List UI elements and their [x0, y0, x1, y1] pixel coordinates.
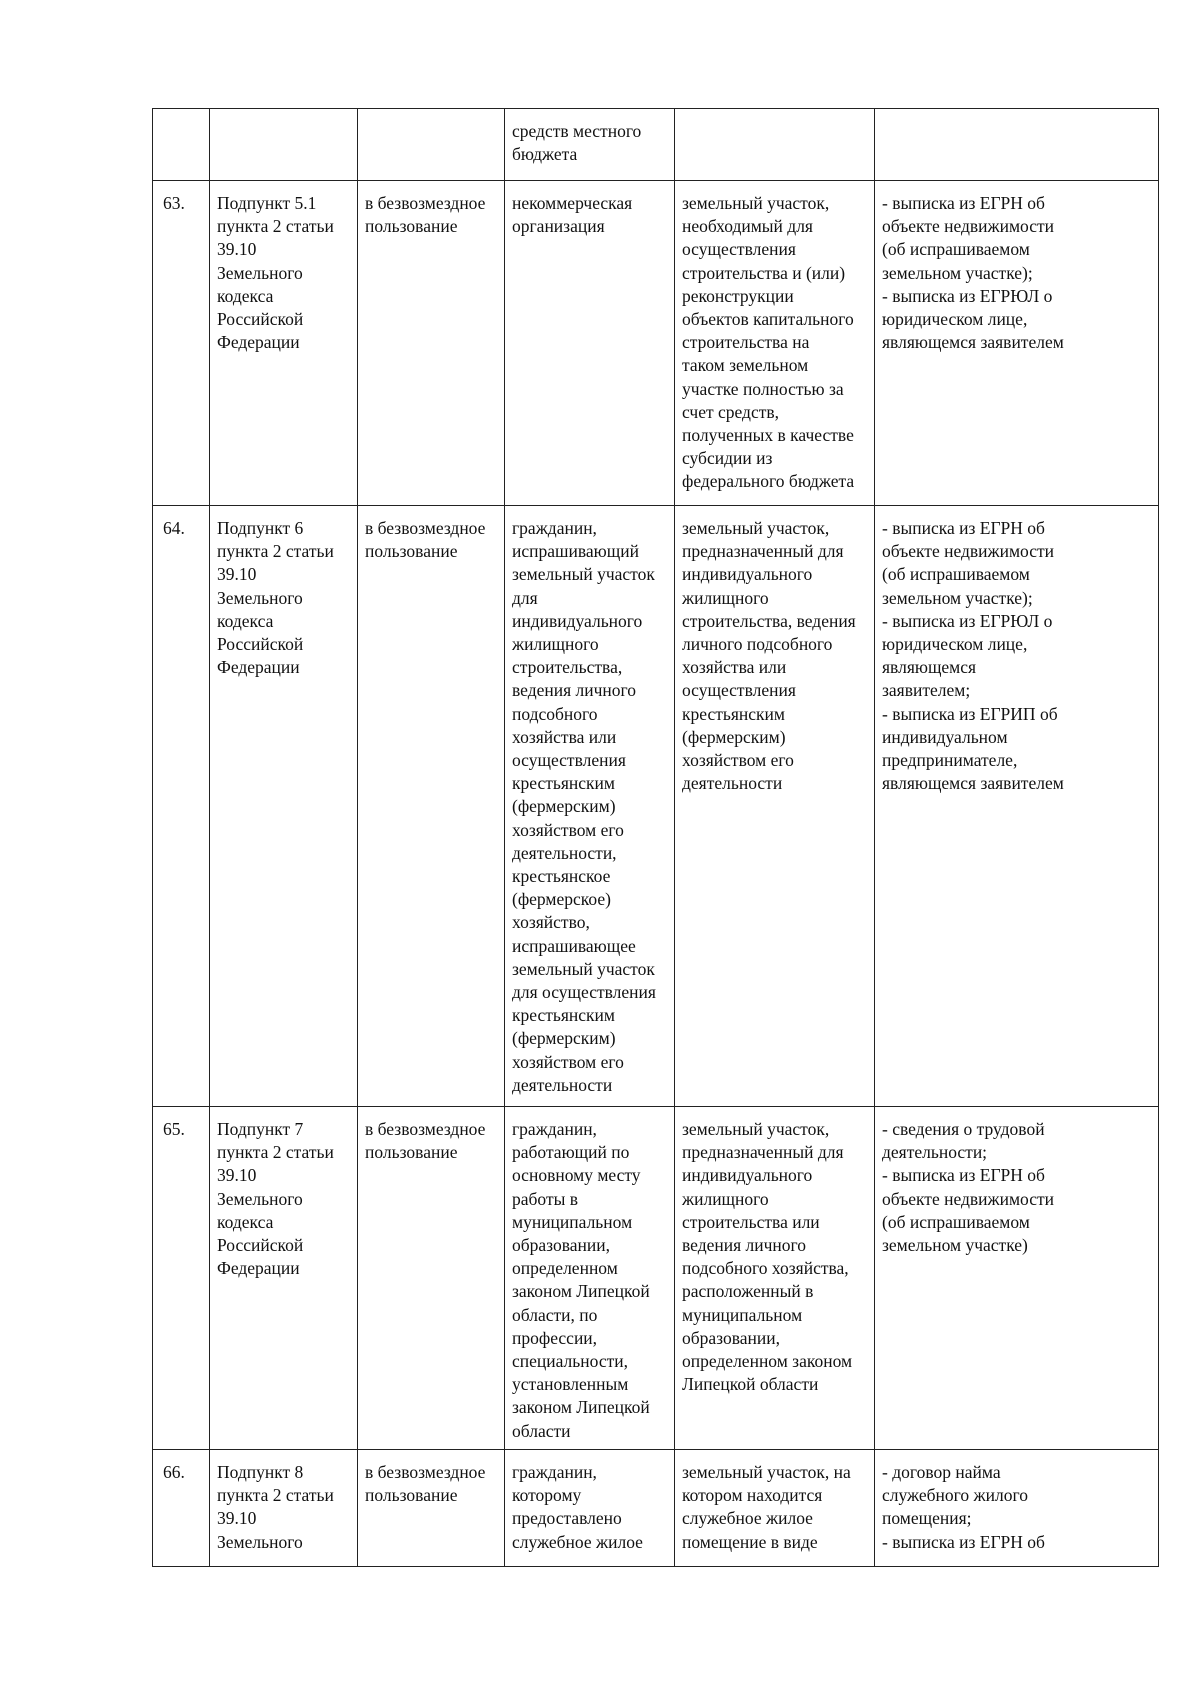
documents-cell: - выписка из ЕГРН об объекте недвижимости (об испрашиваемом земельном участке); - выписка из ЕГРЮЛ о юридическом лице, являющемся заявителем: [875, 181, 1159, 506]
row-number: 65.: [153, 1107, 210, 1450]
table-row: [153, 1450, 1159, 1567]
documents-cell: - выписка из ЕГРН об объекте недвижимости (об испрашиваемом земельном участке); - выписка из ЕГРЮЛ о юридическом лице, являющемся заявителем; - выписка из ЕГРИП об индивидуальном предпринимателе, являющемся заявителем: [875, 506, 1159, 1107]
land-plot-cell: земельный участок, на котором находится служебное жилое помещение в виде: [675, 1450, 875, 1567]
legal-basis-cell: Подпункт 6 пункта 2 статьи 39.10 Земельного кодекса Российской Федерации: [210, 506, 358, 1107]
right-type-cell: [358, 109, 505, 181]
row-number: 64.: [153, 506, 210, 1107]
table-row: [153, 181, 1159, 506]
legal-basis-cell: Подпункт 5.1 пункта 2 статьи 39.10 Земельного кодекса Российской Федерации: [210, 181, 358, 506]
land-plot-cell: земельный участок, необходимый для осуществления строительства и (или) реконструкции объектов капитального строительства на таком земельном участке полностью за счет средств, полученных в качестве субсидии из федерального бюджета: [675, 181, 875, 506]
applicant-cell: средств местного бюджета: [505, 109, 675, 181]
row-number: 66.: [153, 1450, 210, 1567]
right-type-cell: в безвозмездное пользование: [358, 1450, 505, 1567]
documents-cell: - сведения о трудовой деятельности; - выписка из ЕГРН об объекте недвижимости (об испрашиваемом земельном участке): [875, 1107, 1159, 1450]
row-number: 63.: [153, 181, 210, 506]
applicant-cell: гражданин, испрашивающий земельный участок для индивидуального жилищного строительства, ведения личного подсобного хозяйства или осуществления крестьянским (фермерским) хозяйством его деятельности, крестьянское (фермерское) хозяйство, испрашивающее земельный участок для осуществления крестьянским (фермерским) хозяйством его деятельности: [505, 506, 675, 1107]
right-type-cell: в безвозмездное пользование: [358, 181, 505, 506]
right-type-cell: в безвозмездное пользование: [358, 1107, 505, 1450]
table-row: [153, 506, 1159, 1107]
legal-basis-cell: Подпункт 7 пункта 2 статьи 39.10 Земельного кодекса Российской Федерации: [210, 1107, 358, 1450]
legal-basis-cell: Подпункт 8 пункта 2 статьи 39.10 Земельного: [210, 1450, 358, 1567]
table-row: [153, 109, 1159, 181]
table-row: [153, 1107, 1159, 1450]
land-plot-cell: земельный участок, предназначенный для индивидуального жилищного строительства или ведения личного подсобного хозяйства, расположенный в муниципальном образовании, определенном законом Липецкой области: [675, 1107, 875, 1450]
land-plot-cell: [675, 109, 875, 181]
land-provision-table: [152, 108, 1159, 1567]
land-plot-cell: земельный участок, предназначенный для индивидуального жилищного строительства, ведения личного подсобного хозяйства или осуществления крестьянским (фермерским) хозяйством его деятельности: [675, 506, 875, 1107]
documents-cell: [875, 109, 1159, 181]
applicant-cell: гражданин, работающий по основному месту работы в муниципальном образовании, определенном законом Липецкой области, по профессии, специальности, установленным законом Липецкой области: [505, 1107, 675, 1450]
right-type-cell: в безвозмездное пользование: [358, 506, 505, 1107]
documents-cell: - договор найма служебного жилого помещения; - выписка из ЕГРН об: [875, 1450, 1159, 1567]
applicant-cell: некоммерческая организация: [505, 181, 675, 506]
legal-basis-cell: [210, 109, 358, 181]
row-number: [153, 109, 210, 181]
applicant-cell: гражданин, которому предоставлено служебное жилое: [505, 1450, 675, 1567]
